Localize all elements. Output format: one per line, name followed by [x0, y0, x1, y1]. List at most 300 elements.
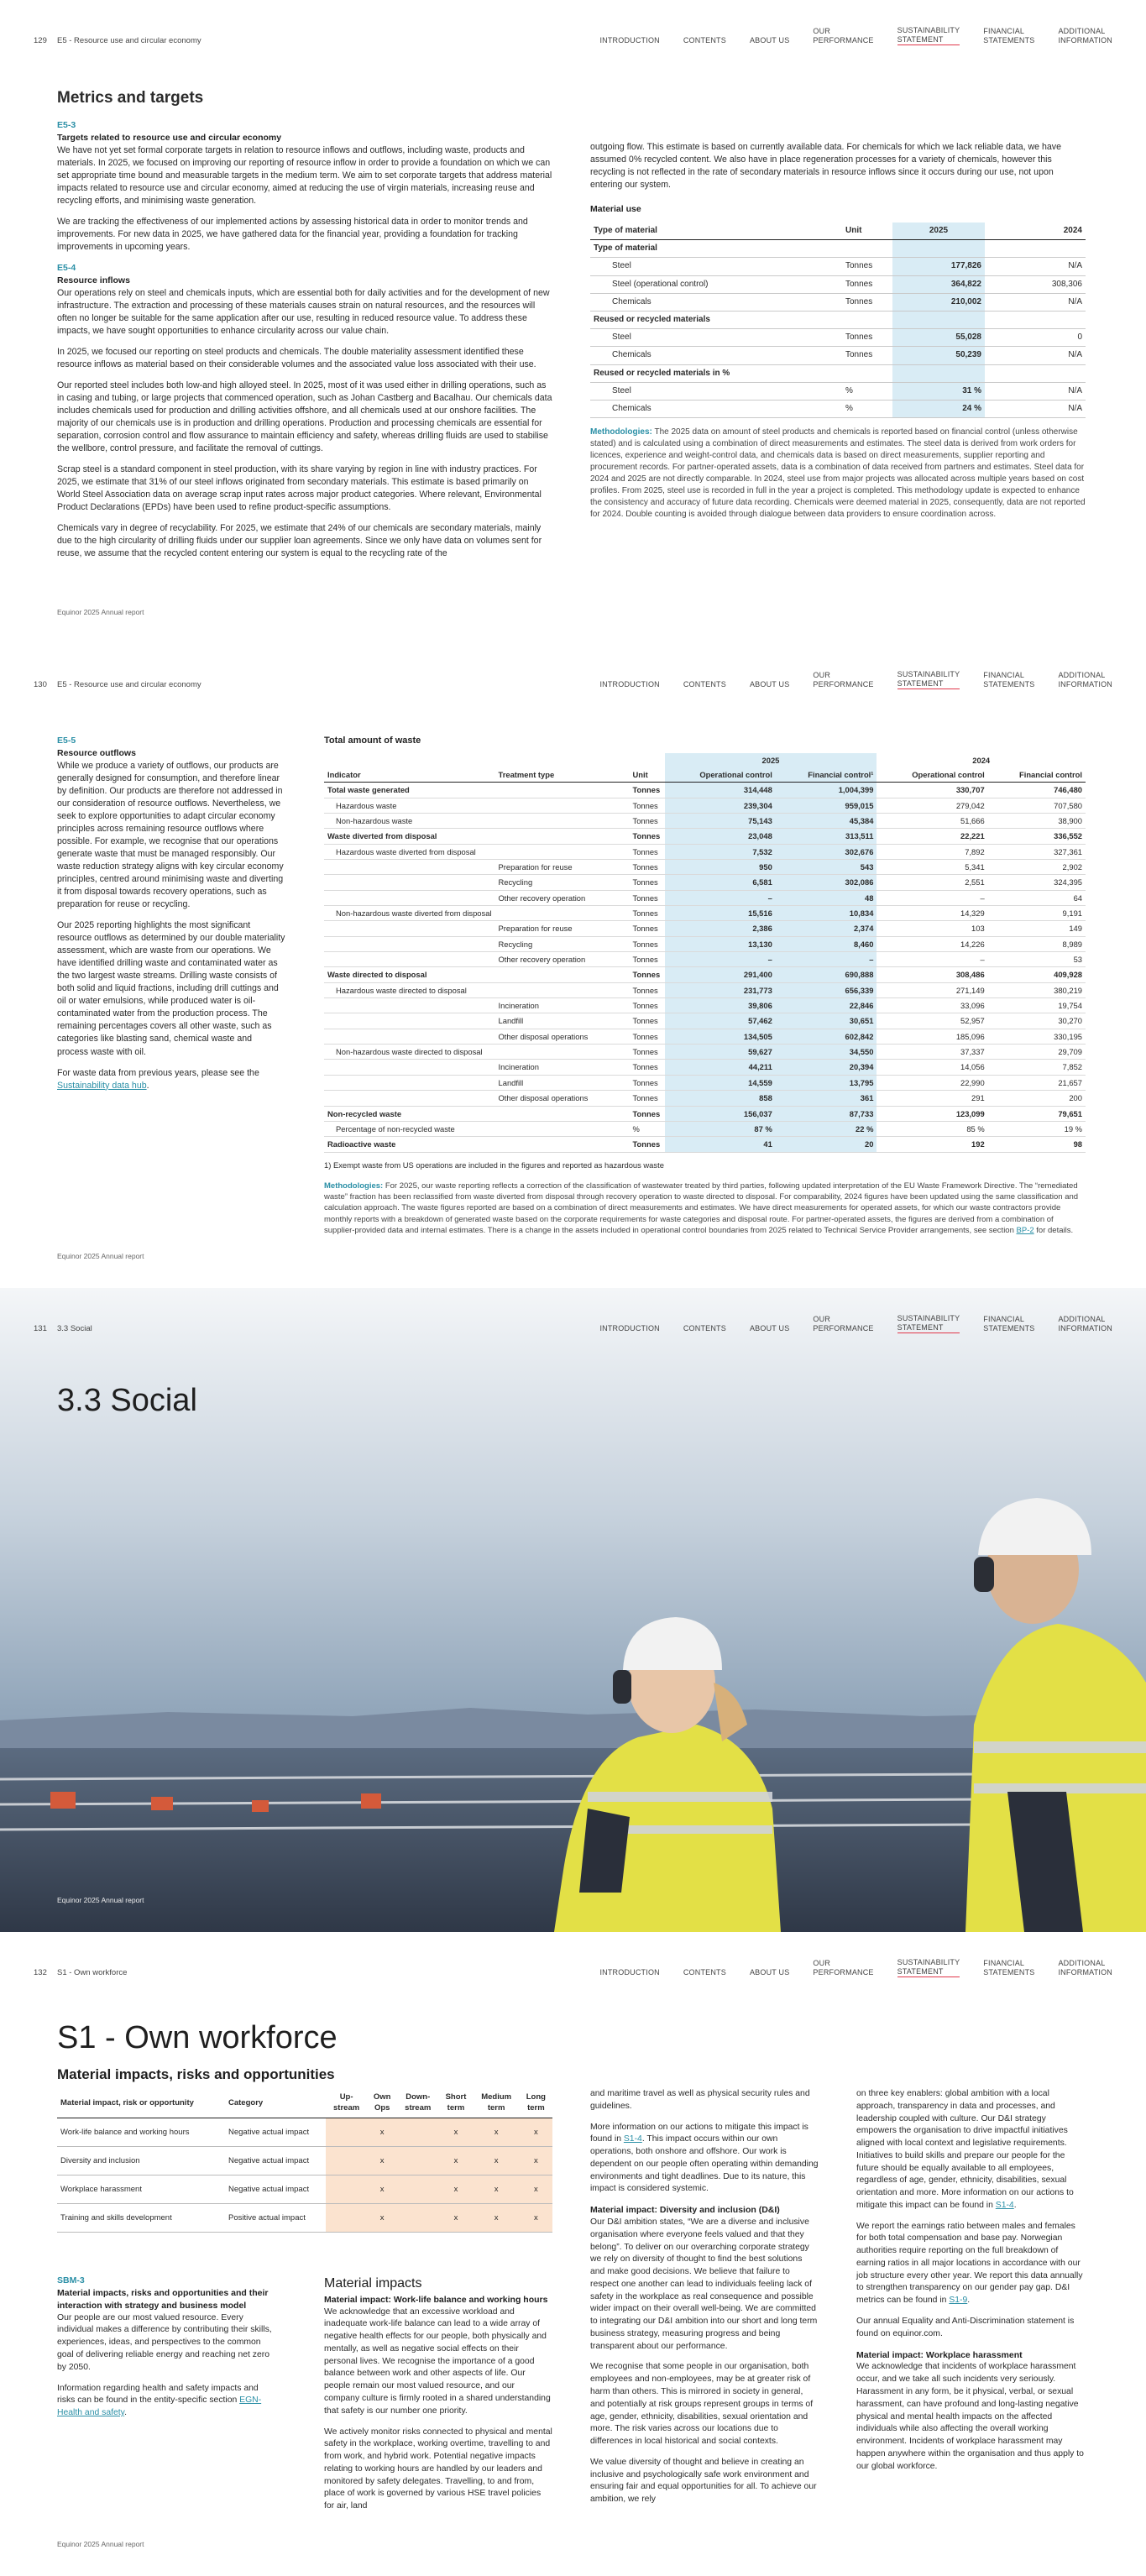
top-nav — [576, 1956, 1112, 1977]
bp-2-link[interactable]: BP-2 — [1016, 1226, 1034, 1236]
fin-2025-cell: 959,015 — [776, 798, 877, 813]
paragraph: Our 2025 reporting highlights the most significant resource outflows as determined by our double materiality assessment, which are waste from our operations. We have identified drilling waste and contaminated water as the two largest waste streams. Drilling waste consists of both solid and liquid fractions, including drill cuttings and oil or water emulsions, while produced water is oil-contaminated water from the production process. The remaining percentages covers all other waste, such as categories like blasting sand, chemical waste and process waste with oil. — [57, 920, 285, 1057]
methodology-label: Methodologies: — [324, 1181, 384, 1191]
value-2024: N/A — [985, 382, 1086, 400]
fin-2025-cell: 20,394 — [776, 1060, 877, 1075]
table-row — [590, 293, 1086, 311]
op-2025-cell: 156,037 — [665, 1106, 776, 1121]
table-row — [324, 1013, 1086, 1029]
table-row — [324, 783, 1086, 798]
table-row — [324, 844, 1086, 859]
unit-cell: Tonnes — [842, 347, 892, 364]
section-heading: Material impact: Workplace harassment — [856, 2349, 1023, 2360]
paragraph — [57, 2383, 275, 2420]
indicator-cell: Waste diverted from disposal — [324, 829, 495, 844]
cell — [892, 364, 985, 382]
col-header: Financial control — [988, 767, 1086, 783]
nav-introduction[interactable]: INTRODUCTION — [599, 35, 660, 45]
indicator-cell: Non-hazardous waste diverted from disposal — [324, 906, 495, 921]
treatment-cell — [495, 1137, 630, 1152]
nav-our-performance[interactable]: OUR PERFORMANCE — [813, 1315, 874, 1333]
indicator-cell — [324, 998, 495, 1013]
top-nav — [576, 24, 1112, 45]
op-2025-cell: 44,211 — [665, 1060, 776, 1075]
text: . — [1013, 2200, 1017, 2210]
row-label: Steel — [590, 258, 842, 275]
sustainability-data-hub-link[interactable]: Sustainability data hub — [57, 1080, 147, 1091]
op-2024-cell: 5,341 — [877, 860, 987, 875]
paragraph: We recognise that some people in our organisation, both employees and non-employees, may be at greater risk of harm than others. This is mirrored in society in general, and potentially at risk groups represent groups in terms of age, gender, ethnicity, disabilities, sexual orientation and more. The risk varies across our locations due to differences in local historical and social contexts. — [590, 2362, 814, 2447]
page-130 — [0, 644, 1146, 1288]
op-2024-cell: 308,486 — [877, 967, 987, 982]
paragraph: Our people are our most valued resource. Every individual makes a difference by contributing their skills, experiences, ideas, and perspectives to the common goal of delivering reliable energy and reaching net zero by 2050. — [57, 2312, 272, 2372]
table-row — [57, 2118, 552, 2146]
table-footnote: 1) Exempt waste from US operations are included in the figures and reported as hazardous waste — [324, 1160, 664, 1170]
treatment-cell: Incineration — [495, 1060, 630, 1075]
section-label: E5 - Resource use and circular economy — [57, 680, 201, 689]
impact-category: Negative actual impact — [225, 2175, 326, 2203]
unit-cell: Tonnes — [842, 329, 892, 347]
nav-contents[interactable]: CONTENTS — [683, 35, 726, 45]
page-footer: Equinor 2025 Annual report — [57, 1251, 144, 1260]
page-footer: Equinor 2025 Annual report — [57, 1895, 144, 1904]
unit-cell: Tonnes — [630, 998, 665, 1013]
s1-9-link[interactable]: S1-9 — [949, 2296, 968, 2306]
unit-cell: Tonnes — [630, 1137, 665, 1152]
col-header: Type of material — [590, 223, 842, 240]
table-header-row — [57, 2088, 552, 2118]
section-label: S1 - Own workforce — [57, 1968, 128, 1977]
page-129 — [0, 0, 1146, 644]
nav-our-performance[interactable]: OUR PERFORMANCE — [813, 671, 874, 689]
fin-2024-cell: 409,928 — [988, 967, 1086, 982]
indicator-cell — [324, 890, 495, 905]
mark-cell: x — [438, 2118, 473, 2146]
op-2024-cell: 14,329 — [877, 906, 987, 921]
treatment-cell — [495, 906, 630, 921]
indicator-cell — [324, 875, 495, 890]
nav-additional-information[interactable]: ADDITIONAL INFORMATION — [1058, 1959, 1112, 1977]
health-safety-link[interactable]: EGN-Health and safety — [57, 2395, 262, 2418]
op-2025-cell: 858 — [665, 1091, 776, 1106]
paragraph: We are tracking the effectiveness of our implemented actions by assessing historical data in order to monitor trends and improvements. For new data in 2025, we have gathered data for the financial year, providing a foundation for tracking improvements in upcoming years. — [57, 216, 528, 253]
nav-about-us[interactable]: ABOUT US — [749, 679, 790, 689]
indicator-cell: Hazardous waste diverted from disposal — [324, 844, 495, 859]
table-row — [590, 347, 1086, 364]
table-row — [590, 400, 1086, 417]
fin-2025-cell: 1,004,399 — [776, 783, 877, 798]
nav-financial-statements[interactable]: FINANCIAL STATEMENTS — [983, 1315, 1035, 1333]
fin-2025-cell: – — [776, 952, 877, 967]
indicator-cell — [324, 1013, 495, 1029]
op-2024-cell: 330,707 — [877, 783, 987, 798]
top-nav — [576, 668, 1112, 689]
op-2024-cell: 2,551 — [877, 875, 987, 890]
section-label: E5 - Resource use and circular economy — [57, 36, 201, 45]
col-header-row — [324, 767, 1086, 783]
op-2025-cell: 950 — [665, 860, 776, 875]
fin-2025-cell: 313,511 — [776, 829, 877, 844]
fin-2024-cell: 19 % — [988, 1121, 1086, 1136]
impacts-table-wrap — [57, 2088, 552, 2233]
page-number: 130 — [34, 680, 47, 689]
page-number: 131 — [34, 1324, 47, 1333]
value-2024: N/A — [985, 347, 1086, 364]
paragraph — [856, 2221, 1085, 2307]
unit-cell: Tonnes — [630, 1060, 665, 1075]
indicator-cell: Percentage of non-recycled waste — [324, 1121, 495, 1136]
op-2024-cell: 22,221 — [877, 829, 987, 844]
mark-cell: x — [367, 2118, 397, 2146]
table-row — [590, 258, 1086, 275]
fin-2024-cell: 8,989 — [988, 936, 1086, 951]
table-row — [324, 998, 1086, 1013]
methodology-text: The 2025 data on amount of steel products and chemicals is reported based on financial control (unless otherwise stated) and is calculated using a combination of direct measurements and estimates. The steel data is derived from work orders for licences, experience and weight-control data, and chemicals data is based on direct measurements, supplier reporting and procurement records. For partner-operated assets, data is a combination of data received from partners and estimates. Steel data for 2024 and 2025 are not directly comparable. In 2024, steel use from major projects was allocated across multiple years based on cost profiles. From 2025, steel use is recorded in full in the year a project is completed. This methodology update is expected to enhance the consistency and accuracy of future data recording. Chemicals were deemed material in 2025, consequently, data are not reported for 2024. Double counting is avoided through dialogue between data providers to ensure coordination across. — [590, 427, 1086, 520]
fin-2024-cell: 21,657 — [988, 1075, 1086, 1090]
fin-2024-cell: 38,900 — [988, 813, 1086, 828]
table-row — [57, 2175, 552, 2203]
table-title: Total amount of waste — [324, 736, 421, 746]
nav-contents[interactable]: CONTENTS — [683, 1967, 726, 1977]
table-row — [324, 921, 1086, 936]
fin-2024-cell: 200 — [988, 1091, 1086, 1106]
mark-cell — [326, 2118, 367, 2146]
op-2024-cell: 14,226 — [877, 936, 987, 951]
left-column — [57, 735, 285, 1101]
table-row — [57, 2146, 552, 2175]
table-row — [590, 382, 1086, 400]
page-header — [34, 24, 1112, 45]
table-row — [324, 1091, 1086, 1106]
col-header: Medium term — [474, 2088, 520, 2118]
table-row — [324, 875, 1086, 890]
treatment-cell: Incineration — [495, 998, 630, 1013]
unit-cell: Tonnes — [630, 1091, 665, 1106]
fin-2024-cell: 327,361 — [988, 844, 1086, 859]
nav-sustainability-statement[interactable]: SUSTAINABILITY STATEMENT — [897, 670, 960, 689]
treatment-cell — [495, 967, 630, 982]
value-2025: 50,239 — [892, 347, 985, 364]
op-2024-cell: 37,337 — [877, 1045, 987, 1060]
indicator-cell: Hazardous waste — [324, 798, 495, 813]
nav-financial-statements[interactable]: FINANCIAL STATEMENTS — [983, 671, 1035, 689]
methodology-label: Methodologies: — [590, 427, 652, 437]
unit-cell: Tonnes — [630, 906, 665, 921]
treatment-cell — [495, 798, 630, 813]
treatment-cell — [495, 1045, 630, 1060]
fin-2025-cell: 361 — [776, 1091, 877, 1106]
unit-cell: Tonnes — [630, 1075, 665, 1090]
group-label: Type of material — [590, 240, 892, 258]
value-2024: 0 — [985, 329, 1086, 347]
page-header — [34, 1312, 1112, 1333]
page-title: 3.3 Social — [57, 1383, 197, 1418]
nav-sustainability-statement[interactable]: SUSTAINABILITY STATEMENT — [897, 1958, 960, 1977]
fin-2024-cell: 53 — [988, 952, 1086, 967]
text: For waste data from previous years, please see the — [57, 1067, 259, 1078]
impact-name: Training and skills development — [57, 2203, 225, 2232]
treatment-cell: Other disposal operations — [495, 1029, 630, 1044]
nav-additional-information[interactable]: ADDITIONAL INFORMATION — [1058, 1315, 1112, 1333]
nav-our-performance[interactable]: OUR PERFORMANCE — [813, 27, 874, 45]
treatment-cell — [495, 844, 630, 859]
treatment-cell: Recycling — [495, 875, 630, 890]
nav-contents[interactable]: CONTENTS — [683, 679, 726, 689]
op-2025-cell: 39,806 — [665, 998, 776, 1013]
waste-table — [324, 753, 1086, 1153]
op-2024-cell: 33,096 — [877, 998, 987, 1013]
page-footer: Equinor 2025 Annual report — [57, 607, 144, 616]
fin-2024-cell: 324,395 — [988, 875, 1086, 890]
page-title: S1 - Own workforce — [57, 2020, 338, 2055]
left-column — [57, 119, 552, 568]
nav-introduction[interactable]: INTRODUCTION — [599, 1323, 660, 1333]
treatment-cell — [495, 1106, 630, 1121]
op-2024-cell: 51,666 — [877, 813, 987, 828]
fin-2025-cell: 690,888 — [776, 967, 877, 982]
table-body — [324, 783, 1086, 1152]
table-row — [324, 1137, 1086, 1152]
page-header — [34, 1956, 1112, 1977]
nav-introduction[interactable]: INTRODUCTION — [599, 679, 660, 689]
table-row — [324, 798, 1086, 813]
paragraph — [856, 2088, 1085, 2212]
text: . — [967, 2296, 971, 2306]
op-2025-cell: 314,448 — [665, 783, 776, 798]
nav-contents[interactable]: CONTENTS — [683, 1323, 726, 1333]
methodology-note — [590, 427, 1086, 521]
indicator-cell — [324, 1060, 495, 1075]
row-label: Chemicals — [590, 293, 842, 311]
fin-2025-cell: 602,842 — [776, 1029, 877, 1044]
op-2024-cell: 271,149 — [877, 982, 987, 997]
indicator-cell — [324, 921, 495, 936]
section-heading: Resource inflows — [57, 275, 130, 285]
cell — [892, 240, 985, 258]
table-row — [324, 1075, 1086, 1090]
paragraph: While we produce a variety of outflows, our products are generally designed for consumption, and therefore linear by definition. Our products are therefore not addressed in our consideration of resource outflows. Nevertheless, we seek to explore opportunities to adapt circular economy principles across remaining resource outflows where possible. For example, we recognise that our operations generate waste that must be managed responsibly. Our waste reduction strategy aligns with key circular economy principles, centred around minimising waste and diverting it from disposal towards recovery operations, such as preparation for reuse or recycling. — [57, 760, 284, 910]
fin-2024-cell: 30,270 — [988, 1013, 1086, 1029]
table-row — [324, 982, 1086, 997]
mark-cell: x — [367, 2146, 397, 2175]
treatment-cell — [495, 829, 630, 844]
table-group-row — [590, 240, 1086, 258]
year-header-row — [324, 753, 1086, 767]
unit-cell: Tonnes — [630, 890, 665, 905]
mark-cell: x — [474, 2203, 520, 2232]
col-header: 2024 — [985, 223, 1086, 240]
table-body — [57, 2118, 552, 2232]
fin-2025-cell: 302,086 — [776, 875, 877, 890]
op-2025-cell: 14,559 — [665, 1075, 776, 1090]
paragraph: Our annual Equality and Anti-Discrimination statement is found on equinor.com. — [856, 2317, 1075, 2338]
col-header: Operational control — [665, 767, 776, 783]
table-row — [57, 2203, 552, 2232]
table-row — [324, 906, 1086, 921]
nav-about-us[interactable]: ABOUT US — [749, 1967, 790, 1977]
unit-cell: Tonnes — [630, 783, 665, 798]
row-label: Chemicals — [590, 347, 842, 364]
unit-cell: Tonnes — [630, 1013, 665, 1029]
table-row — [324, 952, 1086, 967]
table-body — [590, 240, 1086, 418]
cell — [985, 240, 1086, 258]
indicator-cell: Radioactive waste — [324, 1137, 495, 1152]
op-2024-cell: 291 — [877, 1091, 987, 1106]
treatment-cell — [495, 1121, 630, 1136]
text: . — [124, 2408, 127, 2418]
mark-cell: x — [438, 2146, 473, 2175]
nav-introduction[interactable]: INTRODUCTION — [599, 1967, 660, 1977]
row-label: Steel (operational control) — [590, 275, 842, 293]
unit-cell: Tonnes — [630, 982, 665, 997]
section-heading: Material impact: Work-life balance and working hours — [324, 2294, 548, 2305]
material-impacts-column — [324, 2275, 552, 2521]
table-row — [324, 1045, 1086, 1060]
nav-financial-statements[interactable]: FINANCIAL STATEMENTS — [983, 1959, 1035, 1977]
third-column — [590, 2088, 819, 2515]
impact-category: Negative actual impact — [225, 2146, 326, 2175]
table-group-row — [590, 364, 1086, 382]
op-2025-cell: 291,400 — [665, 967, 776, 982]
impact-name: Diversity and inclusion — [57, 2146, 225, 2175]
value-2025: 364,822 — [892, 275, 985, 293]
fin-2025-cell: 22,846 — [776, 998, 877, 1013]
section-label: 3.3 Social — [57, 1324, 92, 1333]
op-2024-cell: – — [877, 890, 987, 905]
paragraph: We value diversity of thought and believe in creating an inclusive and psychologically safe work environment and ensuring fair and equal opportunities for all. To achieve our ambition, we rely — [590, 2457, 817, 2505]
paragraph: Scrap steel is a standard component in steel production, with its share varying by region in line with industry practices. For 2025, we estimate that 31% of our steel inflows originated from secondary materials. This estimate is based primarily on World Steel Association data on average scrap input rates across major product categories. Where relevant, Environmental Product Declarations (EPDs) have been used to refine product-specific assumptions. — [57, 464, 542, 513]
fin-2024-cell: 29,709 — [988, 1045, 1086, 1060]
nav-financial-statements[interactable]: FINANCIAL STATEMENTS — [983, 27, 1035, 45]
col-header: Short term — [438, 2088, 473, 2118]
value-2025: 31 % — [892, 382, 985, 400]
indicator-cell — [324, 860, 495, 875]
value-2024: 308,306 — [985, 275, 1086, 293]
text: Information regarding health and safety impacts and risks can be found in the entity-specific section — [57, 2383, 259, 2406]
nav-our-performance[interactable]: OUR PERFORMANCE — [813, 1959, 874, 1977]
op-2025-cell: 57,462 — [665, 1013, 776, 1029]
value-2025: 55,028 — [892, 329, 985, 347]
indicator-cell: Non-hazardous waste — [324, 813, 495, 828]
unit-cell: Tonnes — [630, 844, 665, 859]
unit-cell: Tonnes — [630, 875, 665, 890]
mark-cell: x — [438, 2203, 473, 2232]
row-label: Chemicals — [590, 400, 842, 417]
unit-cell: Tonnes — [630, 860, 665, 875]
section-heading: Resource outflows — [57, 747, 136, 758]
op-2025-cell: 75,143 — [665, 813, 776, 828]
fin-2025-cell: 302,676 — [776, 844, 877, 859]
page-subtitle: Material impacts, risks and opportunities — [57, 2066, 335, 2082]
nav-about-us[interactable]: ABOUT US — [749, 1323, 790, 1333]
table-row — [324, 1060, 1086, 1075]
s1-4-link[interactable]: S1-4 — [995, 2200, 1014, 2210]
paragraph: We acknowledge that an excessive workload and inadequate work-life balance can lead to a wide array of negative health effects for our people, both physically and mentally, as well as negative social effects on their personal lives. We recognise the importance of a good balance between work and other aspects of life. Our people remain our most valued resource, and our company culture is firmly rooted in a shared understanding that safety is our number one priority. — [324, 2306, 551, 2416]
op-2024-cell: 279,042 — [877, 798, 987, 813]
treatment-cell — [495, 783, 630, 798]
fin-2025-cell: 20 — [776, 1137, 877, 1152]
table-title: Material use — [590, 204, 641, 215]
col-header: Category — [225, 2088, 326, 2118]
op-2024-cell: 123,099 — [877, 1106, 987, 1121]
op-2025-cell: – — [665, 952, 776, 967]
section-title: Material impacts — [324, 2276, 422, 2291]
unit-cell: Tonnes — [630, 1106, 665, 1121]
col-header: Treatment type — [495, 767, 630, 783]
col-header: Up- stream — [326, 2088, 367, 2118]
col-header: Down- stream — [397, 2088, 438, 2118]
table-row — [324, 829, 1086, 844]
paragraph: Our D&I ambition states, “We are a diverse and inclusive organisation where everyone feels valued and that they belong”. To deliver on our overarching corporate strategy we rely on diversity of thought to find the best solutions and make good decisions. We believe that failure to respect one another can lead to individuals feeling lack of safety in the workplace as real consequence and possible wider impact on their overall well-being. We are committed to integrating our D&I ambition into our short and long term business strategy, measuring progress and being transparent about our performance. — [590, 2217, 818, 2351]
mark-cell: x — [438, 2175, 473, 2203]
op-2025-cell: 87 % — [665, 1121, 776, 1136]
fin-2024-cell: 149 — [988, 921, 1086, 936]
paragraph — [57, 1067, 285, 1092]
fourth-column — [856, 2088, 1085, 2481]
indicator-cell — [324, 1091, 495, 1106]
waste-table-column — [324, 735, 1086, 1244]
impacts-table — [57, 2088, 552, 2233]
unit-cell: Tonnes — [630, 967, 665, 982]
col-header: Indicator — [324, 767, 495, 783]
paragraph: and maritime travel as well as physical security rules and guidelines. — [590, 2089, 810, 2111]
nav-about-us[interactable]: ABOUT US — [749, 35, 790, 45]
col-header: 2025 — [892, 223, 985, 240]
treatment-cell: Preparation for reuse — [495, 921, 630, 936]
table-row — [324, 1029, 1086, 1044]
treatment-cell — [495, 813, 630, 828]
value-2024: N/A — [985, 293, 1086, 311]
op-2025-cell: 59,627 — [665, 1045, 776, 1060]
mark-cell: x — [367, 2203, 397, 2232]
mark-cell — [326, 2203, 367, 2232]
page-131 — [0, 1288, 1146, 1932]
page-header — [34, 668, 1112, 689]
mark-cell: x — [520, 2203, 552, 2232]
table-row — [324, 1106, 1086, 1121]
nav-sustainability-statement[interactable]: SUSTAINABILITY STATEMENT — [897, 26, 960, 45]
op-2025-cell: 239,304 — [665, 798, 776, 813]
methodology-note — [324, 1181, 1086, 1236]
col-header: Material impact, risk or opportunity — [57, 2088, 225, 2118]
col-header: Unit — [842, 223, 892, 240]
value-2025: 210,002 — [892, 293, 985, 311]
fin-2025-cell: 10,834 — [776, 906, 877, 921]
indicator-cell: Total waste generated — [324, 783, 495, 798]
impact-category: Negative actual impact — [225, 2118, 326, 2146]
page-title: Metrics and targets — [57, 89, 204, 107]
group-label: Reused or recycled materials — [590, 311, 892, 328]
impact-name: Work-life balance and working hours — [57, 2118, 225, 2146]
op-2024-cell: 185,096 — [877, 1029, 987, 1044]
fin-2024-cell: 330,195 — [988, 1029, 1086, 1044]
fin-2024-cell: 7,852 — [988, 1060, 1086, 1075]
col-header: Long term — [520, 2088, 552, 2118]
s1-4-link[interactable]: S1-4 — [623, 2134, 642, 2144]
fin-2025-cell: 656,339 — [776, 982, 877, 997]
treatment-cell — [495, 982, 630, 997]
table-row — [324, 967, 1086, 982]
disclosure-tag: SBM-3 — [57, 2275, 85, 2285]
mark-cell: x — [474, 2146, 520, 2175]
nav-additional-information[interactable]: ADDITIONAL INFORMATION — [1058, 671, 1112, 689]
nav-sustainability-statement[interactable]: SUSTAINABILITY STATEMENT — [897, 1314, 960, 1333]
fin-2024-cell: 64 — [988, 890, 1086, 905]
cell — [892, 311, 985, 328]
nav-additional-information[interactable]: ADDITIONAL INFORMATION — [1058, 27, 1112, 45]
table-row — [324, 813, 1086, 828]
